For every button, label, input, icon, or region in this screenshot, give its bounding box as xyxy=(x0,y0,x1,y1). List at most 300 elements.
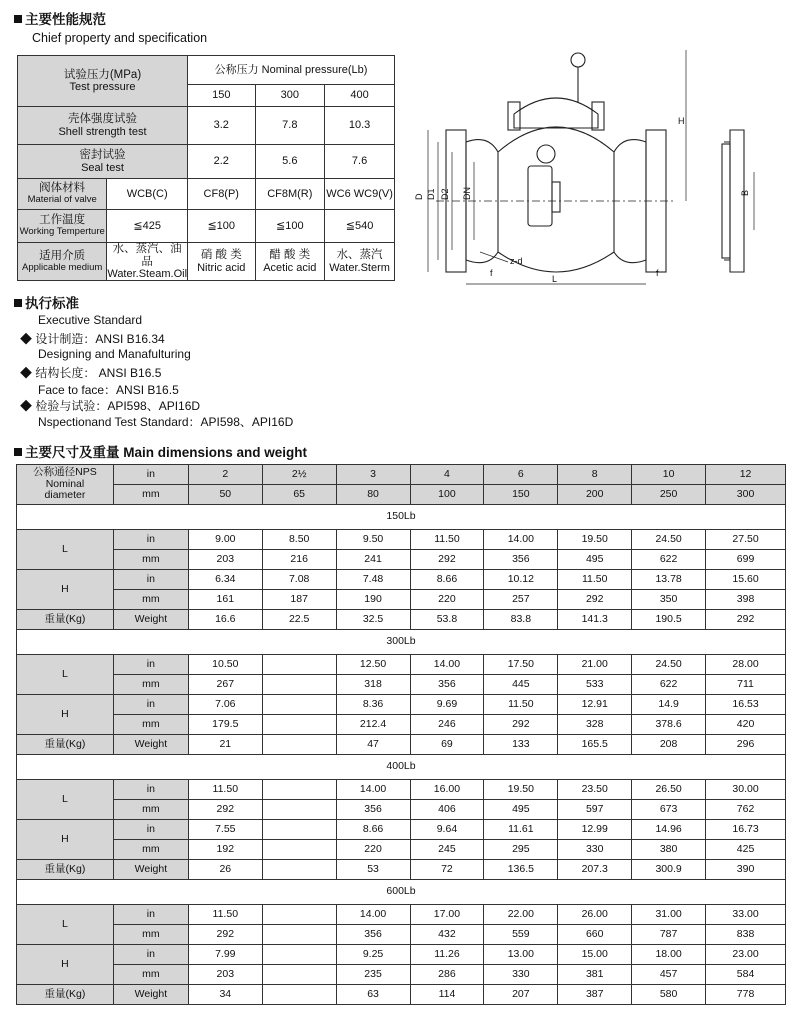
unit-cell: mm xyxy=(113,675,188,695)
value-cell: 水、蒸汽、油品 Water.Steam.Oil xyxy=(107,243,188,281)
value-cell: 5.6 xyxy=(255,145,325,179)
value-cell: ≦540 xyxy=(325,210,395,243)
size-mm-cell: 80 xyxy=(336,485,410,505)
row-l-mm xyxy=(17,550,786,570)
class-section-label: 400Lb xyxy=(17,755,786,780)
value-cell: CF8M(R) xyxy=(255,179,325,210)
value-cell: 787 xyxy=(632,925,706,945)
value-cell: 161 xyxy=(188,590,262,610)
value-cell: 72 xyxy=(410,860,484,880)
class-section-row xyxy=(17,755,786,780)
medium-label: 适用介质 Applicable medium xyxy=(18,243,107,281)
value-cell: 559 xyxy=(484,925,558,945)
disc xyxy=(528,166,552,226)
standard-item-en: Nspectionand Test Standard：API598、API16D xyxy=(38,415,294,429)
value-cell: 16.53 xyxy=(706,695,786,715)
value-cell: 8.36 xyxy=(336,695,410,715)
dim-label-B: B xyxy=(740,189,750,196)
row-h-in xyxy=(17,820,786,840)
weight-label-cn: 重量(Kg) xyxy=(17,610,114,630)
L-label: L xyxy=(17,530,114,570)
value-cell: 295 xyxy=(484,840,558,860)
value-cell: 26 xyxy=(188,860,262,880)
square-bullet-icon xyxy=(14,15,22,23)
value-cell: 16.73 xyxy=(706,820,786,840)
row-l-mm xyxy=(17,800,786,820)
value-cell: 190.5 xyxy=(632,610,706,630)
value-cell: 330 xyxy=(484,965,558,985)
value-cell xyxy=(262,985,336,1005)
size-mm-cell: 65 xyxy=(262,485,336,505)
unit-cell: mm xyxy=(113,550,188,570)
size-mm-cell: 300 xyxy=(706,485,786,505)
section1-title: 主要性能规范 xyxy=(14,8,106,28)
row-h-in xyxy=(17,945,786,965)
value-cell: 292 xyxy=(410,550,484,570)
value-cell: 296 xyxy=(706,735,786,755)
value-cell: 24.50 xyxy=(632,530,706,550)
value-cell: 398 xyxy=(706,590,786,610)
value-cell: 390 xyxy=(706,860,786,880)
dim-label-DN: DN xyxy=(462,187,472,200)
value-cell: 241 xyxy=(336,550,410,570)
value-cell: 7.48 xyxy=(336,570,410,590)
value-cell: WC6 WC9(V) xyxy=(325,179,395,210)
size-in-cell: 10 xyxy=(632,465,706,485)
value-cell: 495 xyxy=(558,550,632,570)
value-cell: 445 xyxy=(484,675,558,695)
L-label: L xyxy=(17,655,114,695)
standard-item-en: Designing and Manafulturing xyxy=(38,347,191,361)
value-cell: 203 xyxy=(188,550,262,570)
value-cell: 292 xyxy=(558,590,632,610)
value-cell: 10.12 xyxy=(484,570,558,590)
value-cell: 246 xyxy=(410,715,484,735)
unit-cell: mm xyxy=(113,840,188,860)
value-cell: 19.50 xyxy=(558,530,632,550)
row-l-mm xyxy=(17,925,786,945)
value-cell: 350 xyxy=(632,590,706,610)
value-cell: 778 xyxy=(706,985,786,1005)
value-cell: 356 xyxy=(336,800,410,820)
row-weight xyxy=(17,735,786,755)
value-cell: 179.5 xyxy=(188,715,262,735)
nps-header xyxy=(17,465,114,505)
spec-table xyxy=(17,55,395,281)
value-cell: 699 xyxy=(706,550,786,570)
value-cell: 838 xyxy=(706,925,786,945)
value-cell: 12.99 xyxy=(558,820,632,840)
value-cell: 356 xyxy=(410,675,484,695)
class-section-label: 150Lb xyxy=(17,505,786,530)
value-cell: 14.96 xyxy=(632,820,706,840)
value-cell xyxy=(262,860,336,880)
value-cell: 432 xyxy=(410,925,484,945)
unit-cell: in xyxy=(113,530,188,550)
value-cell: 11.26 xyxy=(410,945,484,965)
value-cell: 9.50 xyxy=(336,530,410,550)
unit-mm: mm xyxy=(113,485,188,505)
value-cell: 378.6 xyxy=(632,715,706,735)
value-cell xyxy=(262,820,336,840)
class-section-row xyxy=(17,505,786,530)
value-cell: WCB(C) xyxy=(107,179,188,210)
value-cell: 26.00 xyxy=(558,905,632,925)
dim-label-D: D xyxy=(414,193,424,200)
H-label: H xyxy=(17,570,114,610)
value-cell: 14.00 xyxy=(336,905,410,925)
value-cell: 83.8 xyxy=(484,610,558,630)
square-bullet-icon xyxy=(14,448,22,456)
value-cell: 17.50 xyxy=(484,655,558,675)
size-in-cell: 12 xyxy=(706,465,786,485)
value-cell xyxy=(262,715,336,735)
temperature-label: 工作温度 Working Temperture xyxy=(18,210,107,243)
dim-label-H: H xyxy=(678,116,685,126)
value-cell: 24.50 xyxy=(632,655,706,675)
value-cell: 23.50 xyxy=(558,780,632,800)
value-cell: 23.00 xyxy=(706,945,786,965)
nominal-pressure-header: 公称压力 Nominal pressure(Lb) xyxy=(188,56,395,85)
size-mm-cell: 50 xyxy=(188,485,262,505)
value-cell: 356 xyxy=(484,550,558,570)
value-cell: 292 xyxy=(188,800,262,820)
value-cell: 141.3 xyxy=(558,610,632,630)
value-cell: 12.91 xyxy=(558,695,632,715)
value-cell: 220 xyxy=(410,590,484,610)
value-cell: 7.99 xyxy=(188,945,262,965)
value-cell: 9.64 xyxy=(410,820,484,840)
value-cell: 381 xyxy=(558,965,632,985)
unit-cell: in xyxy=(113,820,188,840)
dim-label-f: f xyxy=(490,268,493,278)
value-cell: ≦100 xyxy=(188,210,255,243)
value-cell: 207.3 xyxy=(558,860,632,880)
section3-title: 主要尺寸及重量 Main dimensions and weight xyxy=(14,441,307,461)
row-h-mm xyxy=(17,840,786,860)
unit-in: in xyxy=(113,465,188,485)
section2-subtitle: Executive Standard xyxy=(38,313,143,327)
value-cell: 22.00 xyxy=(484,905,558,925)
class-section-row xyxy=(17,880,786,905)
value-cell: 7.55 xyxy=(188,820,262,840)
value-cell: 457 xyxy=(632,965,706,985)
value-cell: 533 xyxy=(558,675,632,695)
value-cell: 27.50 xyxy=(706,530,786,550)
value-cell: 235 xyxy=(336,965,410,985)
bonnet xyxy=(514,98,598,128)
value-cell: 7.6 xyxy=(325,145,395,179)
value-cell: 11.50 xyxy=(188,905,262,925)
H-label: H xyxy=(17,695,114,735)
side-view xyxy=(724,130,744,272)
value-cell: 19.50 xyxy=(484,780,558,800)
H-label: H xyxy=(17,945,114,985)
value-cell: 9.69 xyxy=(410,695,484,715)
size-in-cell: 8 xyxy=(558,465,632,485)
value-cell: 216 xyxy=(262,550,336,570)
value-cell: 380 xyxy=(632,840,706,860)
row-h-mm xyxy=(17,715,786,735)
seal-test-label: 密封试验 Seal test xyxy=(18,145,188,179)
value-cell: 387 xyxy=(558,985,632,1005)
value-cell: 16.6 xyxy=(188,610,262,630)
class-cell: 400 xyxy=(325,85,395,107)
unit-cell: mm xyxy=(113,715,188,735)
value-cell: 220 xyxy=(336,840,410,860)
value-cell xyxy=(262,945,336,965)
value-cell: 136.5 xyxy=(484,860,558,880)
dimensions-table xyxy=(16,464,786,1005)
row-l-mm xyxy=(17,675,786,695)
size-in-cell: 2 xyxy=(188,465,262,485)
weight-label-en: Weight xyxy=(113,985,188,1005)
value-cell: 208 xyxy=(632,735,706,755)
dim-label-D1: D1 xyxy=(426,188,436,200)
value-cell: 622 xyxy=(632,675,706,695)
standard-item: ◆ 结构长度： ANSI B16.5 xyxy=(20,366,162,380)
value-cell: 425 xyxy=(706,840,786,860)
value-cell: 330 xyxy=(558,840,632,860)
unit-cell: in xyxy=(113,655,188,675)
value-cell xyxy=(262,925,336,945)
unit-cell: in xyxy=(113,945,188,965)
unit-cell: in xyxy=(113,780,188,800)
section2-title: 执行标准 xyxy=(14,292,79,312)
row-h-in xyxy=(17,570,786,590)
value-cell: 212.4 xyxy=(336,715,410,735)
value-cell: 762 xyxy=(706,800,786,820)
value-cell: 9.00 xyxy=(188,530,262,550)
value-cell: 597 xyxy=(558,800,632,820)
size-mm-cell: 250 xyxy=(632,485,706,505)
unit-cell: in xyxy=(113,570,188,590)
diamond-bullet-icon: ◆ xyxy=(20,332,36,346)
value-cell: 7.8 xyxy=(255,107,325,145)
value-cell xyxy=(262,780,336,800)
value-cell: 10.3 xyxy=(325,107,395,145)
value-cell: 8.66 xyxy=(410,570,484,590)
value-cell: 28.00 xyxy=(706,655,786,675)
value-cell: 31.00 xyxy=(632,905,706,925)
value-cell xyxy=(262,655,336,675)
value-cell: 11.50 xyxy=(558,570,632,590)
row-weight xyxy=(17,985,786,1005)
size-in-cell: 3 xyxy=(336,465,410,485)
value-cell: 420 xyxy=(706,715,786,735)
value-cell: 9.25 xyxy=(336,945,410,965)
row-h-in xyxy=(17,695,786,715)
value-cell: 267 xyxy=(188,675,262,695)
value-cell: 245 xyxy=(410,840,484,860)
unit-cell: mm xyxy=(113,925,188,945)
value-cell: 165.5 xyxy=(558,735,632,755)
shell-test-label: 壳体强度试验 Shell strength test xyxy=(18,107,188,145)
value-cell: 114 xyxy=(410,985,484,1005)
value-cell: 11.50 xyxy=(410,530,484,550)
class-section-label: 600Lb xyxy=(17,880,786,905)
value-cell: 2.2 xyxy=(188,145,255,179)
value-cell: 11.50 xyxy=(188,780,262,800)
value-cell: 584 xyxy=(706,965,786,985)
value-cell: 14.00 xyxy=(484,530,558,550)
value-cell: 15.00 xyxy=(558,945,632,965)
value-cell: 187 xyxy=(262,590,336,610)
value-cell: 21 xyxy=(188,735,262,755)
value-cell xyxy=(262,965,336,985)
value-cell: 11.61 xyxy=(484,820,558,840)
header-row-in xyxy=(17,465,786,485)
value-cell: 水、蒸汽 Water.Sterm xyxy=(325,243,395,281)
value-cell: 8.66 xyxy=(336,820,410,840)
dim-label-D2: D2 xyxy=(440,188,450,200)
value-cell: 257 xyxy=(484,590,558,610)
row-weight xyxy=(17,610,786,630)
value-cell: 406 xyxy=(410,800,484,820)
value-cell xyxy=(262,735,336,755)
unit-cell: mm xyxy=(113,800,188,820)
value-cell: ≦425 xyxy=(107,210,188,243)
size-in-cell: 6 xyxy=(484,465,558,485)
standard-item: ◆ 检验与试验：API598、API16D xyxy=(20,399,201,413)
value-cell: 7.08 xyxy=(262,570,336,590)
dim-label-L: L xyxy=(552,274,558,284)
value-cell: 17.00 xyxy=(410,905,484,925)
value-cell: 190 xyxy=(336,590,410,610)
value-cell xyxy=(262,800,336,820)
class-cell: 150 xyxy=(188,85,255,107)
dim-label-zd: z-d xyxy=(510,256,523,266)
class-cell: 300 xyxy=(255,85,325,107)
value-cell: 207 xyxy=(484,985,558,1005)
value-cell: 10.50 xyxy=(188,655,262,675)
value-cell: 580 xyxy=(632,985,706,1005)
unit-cell: mm xyxy=(113,590,188,610)
class-section-label: 300Lb xyxy=(17,630,786,655)
value-cell: 328 xyxy=(558,715,632,735)
L-label: L xyxy=(17,780,114,820)
row-l-in xyxy=(17,655,786,675)
value-cell: 292 xyxy=(188,925,262,945)
unit-cell: in xyxy=(113,695,188,715)
weight-label-cn: 重量(Kg) xyxy=(17,860,114,880)
value-cell xyxy=(262,905,336,925)
value-cell: 133 xyxy=(484,735,558,755)
row-weight xyxy=(17,860,786,880)
value-cell: 醋 酸 类 Acetic acid xyxy=(255,243,325,281)
value-cell: 53.8 xyxy=(410,610,484,630)
weight-label-cn: 重量(Kg) xyxy=(17,735,114,755)
value-cell: 14.9 xyxy=(632,695,706,715)
value-cell: 622 xyxy=(632,550,706,570)
L-label: L xyxy=(17,905,114,945)
square-bullet-icon xyxy=(14,299,22,307)
value-cell: 711 xyxy=(706,675,786,695)
value-cell: 660 xyxy=(558,925,632,945)
value-cell: 63 xyxy=(336,985,410,1005)
material-label: 阀体材料 Material of valve xyxy=(18,179,107,210)
value-cell: 33.00 xyxy=(706,905,786,925)
value-cell: 69 xyxy=(410,735,484,755)
diamond-bullet-icon: ◆ xyxy=(20,399,36,413)
value-cell: 3.2 xyxy=(188,107,255,145)
value-cell: 286 xyxy=(410,965,484,985)
value-cell: 32.5 xyxy=(336,610,410,630)
value-cell: 53 xyxy=(336,860,410,880)
size-in-cell: 4 xyxy=(410,465,484,485)
value-cell: 21.00 xyxy=(558,655,632,675)
value-cell: 12.50 xyxy=(336,655,410,675)
value-cell xyxy=(262,695,336,715)
row-l-in xyxy=(17,905,786,925)
value-cell: 34 xyxy=(188,985,262,1005)
unit-cell: in xyxy=(113,905,188,925)
value-cell: 硝 酸 类 Nitric acid xyxy=(188,243,255,281)
weight-label-en: Weight xyxy=(113,610,188,630)
H-label: H xyxy=(17,820,114,860)
value-cell: 495 xyxy=(484,800,558,820)
value-cell: ≦100 xyxy=(255,210,325,243)
size-mm-cell: 150 xyxy=(484,485,558,505)
valve-drawing xyxy=(414,42,778,304)
value-cell: CF8(P) xyxy=(188,179,255,210)
size-in-cell: 2½ xyxy=(262,465,336,485)
size-mm-cell: 200 xyxy=(558,485,632,505)
weight-label-en: Weight xyxy=(113,735,188,755)
value-cell: 8.50 xyxy=(262,530,336,550)
value-cell: 14.00 xyxy=(336,780,410,800)
value-cell: 26.50 xyxy=(632,780,706,800)
value-cell: 14.00 xyxy=(410,655,484,675)
value-cell: 292 xyxy=(706,610,786,630)
value-cell xyxy=(262,675,336,695)
unit-cell: mm xyxy=(113,965,188,985)
row-l-in xyxy=(17,780,786,800)
value-cell: 192 xyxy=(188,840,262,860)
value-cell: 318 xyxy=(336,675,410,695)
value-cell: 13.00 xyxy=(484,945,558,965)
value-cell: 292 xyxy=(484,715,558,735)
row-l-in xyxy=(17,530,786,550)
value-cell: 15.60 xyxy=(706,570,786,590)
section1-subtitle: Chief property and specification xyxy=(32,31,208,45)
value-cell: 30.00 xyxy=(706,780,786,800)
row-h-mm xyxy=(17,965,786,985)
test-pressure-header: 试验压力(MPa) Test pressure xyxy=(18,56,188,107)
dim-label-f2: f xyxy=(656,268,659,278)
value-cell: 47 xyxy=(336,735,410,755)
value-cell: 11.50 xyxy=(484,695,558,715)
nominal-label: Nominal diameter xyxy=(44,477,86,502)
value-cell xyxy=(262,840,336,860)
value-cell: 7.06 xyxy=(188,695,262,715)
value-cell: 203 xyxy=(188,965,262,985)
header-row-mm xyxy=(17,485,786,505)
value-cell: 356 xyxy=(336,925,410,945)
value-cell: 6.34 xyxy=(188,570,262,590)
class-section-row xyxy=(17,630,786,655)
value-cell: 13.78 xyxy=(632,570,706,590)
nps-label: 公称通径NPS xyxy=(33,466,97,479)
value-cell: 22.5 xyxy=(262,610,336,630)
standard-item-en: Face to face：ANSI B16.5 xyxy=(38,383,179,397)
diamond-bullet-icon: ◆ xyxy=(20,366,36,380)
size-mm-cell: 100 xyxy=(410,485,484,505)
standard-item: ◆ 设计制造：ANSI B16.34 xyxy=(20,332,165,346)
row-h-mm xyxy=(17,590,786,610)
value-cell: 673 xyxy=(632,800,706,820)
value-cell: 16.00 xyxy=(410,780,484,800)
